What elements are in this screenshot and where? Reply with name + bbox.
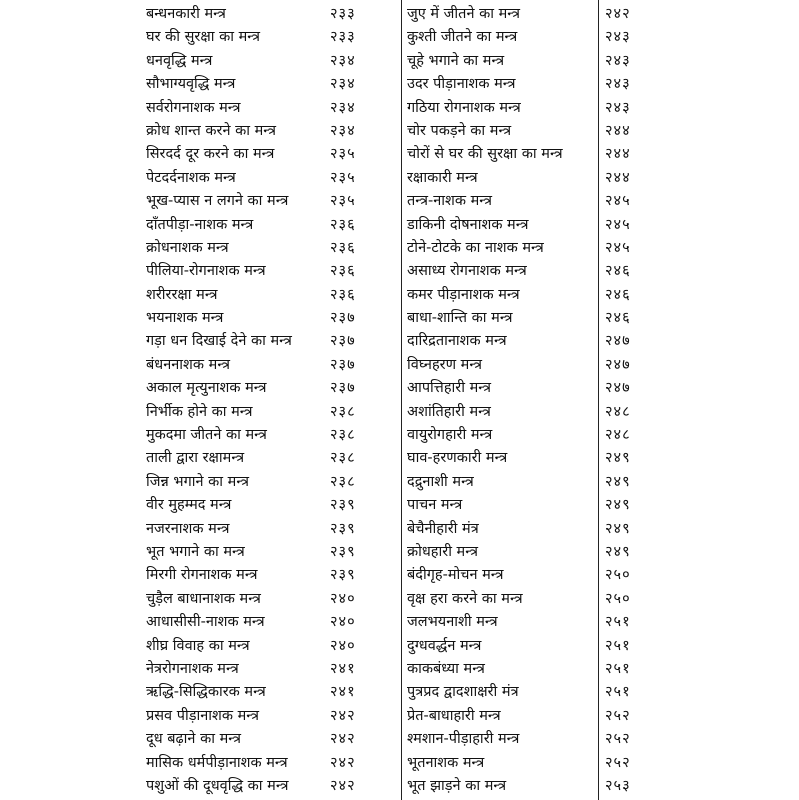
entry-page-number: २४१ (330, 684, 356, 701)
entry-title: भूतनाशक मन्त्र (407, 754, 485, 771)
entry-title: जलभयनाशी मन्त्र (407, 614, 498, 631)
entry-title: क्रोधनाशक मन्त्र (146, 239, 229, 256)
column-divider (401, 0, 402, 800)
entry-page-number: २४९ (605, 473, 631, 490)
entry-page-number: २४० (330, 614, 356, 631)
entry-title: घाव-हरणकारी मन्त्र (407, 450, 508, 467)
entry-title: पीलिया-रोगनाशक मन्त्र (146, 263, 266, 280)
entry-title: भूत भगाने का मन्त्र (146, 543, 245, 560)
entry-title: धनवृद्धि मन्त्र (146, 52, 213, 69)
entry-page-number: २४३ (605, 76, 631, 93)
entry-page-number: २४९ (605, 543, 631, 560)
entry-title: बन्धनकारी मन्त्र (146, 6, 226, 22)
entry-title: तन्त्र-नाशक मन्त्र (407, 193, 493, 210)
entry-page-number: २३५ (330, 193, 356, 210)
entry-page-number: २३५ (330, 146, 356, 163)
entry-page-number: २३६ (330, 286, 356, 303)
entry-title: नजरनाशक मन्त्र (146, 520, 230, 537)
entry-page-number: २३९ (330, 567, 356, 584)
entry-title: श्मशान-पीड़ाहारी मन्त्र (407, 731, 520, 748)
entry-title: दूध बढ़ाने का मन्त्र (146, 731, 241, 748)
entry-title: पुत्रप्रद द्वादशाक्षरी मंत्र (407, 684, 519, 701)
entry-title: टोने-टोटके का नाशक मन्त्र (407, 239, 544, 256)
entry-page-number: २४२ (605, 6, 631, 22)
entry-title: रक्षाकारी मन्त्र (407, 169, 478, 186)
entry-title: जुए में जीतने का मन्त्र (407, 6, 520, 22)
entry-page-number: २४६ (605, 263, 631, 280)
entry-title: अशांतिहारी मन्त्र (407, 403, 491, 420)
entry-title: मुकदमा जीतने का मन्त्र (146, 427, 267, 444)
entry-page-number: २३८ (330, 473, 356, 490)
entry-page-number: २४५ (605, 239, 631, 256)
entry-page-number: २४८ (605, 403, 631, 420)
entry-title: कुश्ती जीतने का मन्त्र (407, 29, 518, 46)
entry-title: विघ्नहरण मन्त्र (407, 356, 483, 373)
entry-title: चोर पकड़ने का मन्त्र (407, 122, 512, 139)
entry-page-number: २४७ (605, 356, 631, 373)
entry-title: निर्भीक होने का मन्त्र (146, 403, 253, 420)
entry-page-number: २४८ (605, 427, 631, 444)
entry-page-number: २३७ (330, 333, 356, 350)
entry-title: क्रोधहारी मन्त्र (407, 543, 478, 560)
entry-title: गड़ा धन दिखाई देने का मन्त्र (146, 333, 292, 350)
entry-page-number: २४२ (330, 754, 356, 771)
entry-title: जिन्न भगाने का मन्त्र (146, 473, 250, 490)
entry-page-number: २३९ (330, 543, 356, 560)
entry-page-number: २३८ (330, 427, 356, 444)
entry-title: भयनाशक मन्त्र (146, 310, 224, 327)
entry-title: आधासीसी-नाशक मन्त्र (146, 614, 265, 631)
entry-title: असाध्य रोगनाशक मन्त्र (407, 263, 527, 280)
entry-page-number: २५० (605, 567, 631, 584)
entry-title: अकाल मृत्युनाशक मन्त्र (146, 380, 267, 397)
entry-page-number: २४२ (330, 731, 356, 748)
entry-page-number: २३७ (330, 310, 356, 327)
entry-page-number: २४३ (605, 52, 631, 69)
entry-page-number: २४६ (605, 286, 631, 303)
entry-page-number: २५३ (605, 777, 631, 794)
entry-title: ताली द्वारा रक्षामन्त्र (146, 450, 245, 467)
entry-title: आपत्तिहारी मन्त्र (407, 380, 491, 397)
entry-title: दुग्धवर्द्धन मन्त्र (407, 637, 482, 654)
entry-page-number: २३३ (330, 6, 356, 22)
entry-page-number: २४० (330, 637, 356, 654)
entry-title: बाधा-शान्ति का मन्त्र (407, 310, 513, 327)
entry-page-number: २४३ (605, 99, 631, 116)
entry-page-number: २५१ (605, 637, 631, 654)
entry-page-number: २३४ (330, 52, 356, 69)
entry-title: नेत्ररोगनाशक मन्त्र (146, 660, 239, 677)
entry-title: भूत झाड़ने का मन्त्र (407, 777, 507, 794)
entry-title: घर की सुरक्षा का मन्त्र (146, 29, 260, 46)
entry-title: वायुरोगहारी मन्त्र (407, 427, 493, 444)
entry-title: सर्वरोगनाशक मन्त्र (146, 99, 241, 116)
entry-title: दारिद्रतानाशक मन्त्र (407, 333, 507, 350)
entry-page-number: २४५ (605, 216, 631, 233)
entry-page-number: २३४ (330, 122, 356, 139)
entry-title: चोरों से घर की सुरक्षा का मन्त्र (407, 146, 563, 163)
entry-page-number: २५२ (605, 707, 631, 724)
entry-page-number: २४३ (605, 29, 631, 46)
entry-page-number: २३६ (330, 216, 356, 233)
entry-title: बंधननाशक मन्त्र (146, 356, 231, 373)
entry-title: पेटदर्दनाशक मन्त्र (146, 169, 236, 186)
entry-title: सिरदर्द दूर करने का मन्त्र (146, 146, 275, 163)
entry-page-number: २४५ (605, 193, 631, 210)
entry-title: पशुओं की दूधवृद्धि का मन्त्र (146, 777, 289, 794)
entry-page-number: २३८ (330, 403, 356, 420)
entry-page-number: २३६ (330, 239, 356, 256)
entry-title: बंदीगृह-मोचन मन्त्र (407, 567, 504, 584)
entry-page-number: २५१ (605, 614, 631, 631)
entry-page-number: २४९ (605, 497, 631, 514)
entry-page-number: २५२ (605, 731, 631, 748)
entry-page-number: २४१ (330, 660, 356, 677)
entry-page-number: २३४ (330, 76, 356, 93)
entry-page-number: २४९ (605, 450, 631, 467)
entry-page-number: २५० (605, 590, 631, 607)
entry-title: डाकिनी दोषनाशक मन्त्र (407, 216, 529, 233)
entry-title: चुड़ैल बाधानाशक मन्त्र (146, 590, 261, 607)
entry-title: काकबंध्या मन्त्र (407, 660, 485, 677)
entry-page-number: २५२ (605, 754, 631, 771)
entry-title: क्रोध शान्त करने का मन्त्र (146, 122, 276, 139)
entry-page-number: २४६ (605, 310, 631, 327)
entry-title: मिरगी रोगनाशक मन्त्र (146, 567, 258, 584)
entry-page-number: २४० (330, 590, 356, 607)
entry-title: मासिक धर्मपीड़ानाशक मन्त्र (146, 754, 288, 771)
entry-page-number: २५१ (605, 684, 631, 701)
entry-title: शरीररक्षा मन्त्र (146, 286, 218, 303)
entry-page-number: २३७ (330, 356, 356, 373)
entry-title: बेचैनीहारी मंत्र (407, 520, 479, 537)
entry-page-number: २३५ (330, 169, 356, 186)
entry-title: चूहे भगाने का मन्त्र (407, 52, 505, 69)
entry-title: गठिया रोगनाशक मन्त्र (407, 99, 521, 116)
entry-title: सौभाग्यवृद्धि मन्त्र (146, 76, 236, 93)
entry-title: भूख-प्यास न लगने का मन्त्र (146, 193, 289, 210)
entry-page-number: २३९ (330, 497, 356, 514)
entry-page-number: २३३ (330, 29, 356, 46)
entry-page-number: २४२ (330, 707, 356, 724)
entry-page-number: २३८ (330, 450, 356, 467)
entry-title: शीघ्र विवाह का मन्त्र (146, 637, 250, 654)
entry-title: प्रेत-बाधाहारी मन्त्र (407, 707, 501, 724)
entry-page-number: २३९ (330, 520, 356, 537)
entry-title: कमर पीड़ानाशक मन्त्र (407, 286, 520, 303)
entry-title: पाचन मन्त्र (407, 497, 463, 514)
page-number-divider (598, 0, 599, 800)
entry-page-number: २४९ (605, 520, 631, 537)
entry-title: दद्रुनाशी मन्त्र (407, 473, 474, 490)
entry-title: प्रसव पीड़ानाशक मन्त्र (146, 707, 260, 724)
entry-page-number: २३६ (330, 263, 356, 280)
entry-page-number: २४४ (605, 169, 631, 186)
entry-page-number: २४४ (605, 146, 631, 163)
entry-page-number: २५१ (605, 660, 631, 677)
entry-title: वीर मुहम्मद मन्त्र (146, 497, 232, 514)
entry-title: उदर पीड़ानाशक मन्त्र (407, 76, 516, 93)
entry-title: दाँतपीड़ा-नाशक मन्त्र (146, 216, 254, 233)
entry-page-number: २३७ (330, 380, 356, 397)
entry-page-number: २४७ (605, 380, 631, 397)
entry-title: वृक्ष हरा करने का मन्त्र (407, 590, 523, 607)
entry-page-number: २४४ (605, 122, 631, 139)
entry-page-number: २४२ (330, 777, 356, 794)
entry-page-number: २४७ (605, 333, 631, 350)
entry-page-number: २३४ (330, 99, 356, 116)
entry-title: ऋद्धि-सिद्धिकारक मन्त्र (146, 684, 266, 701)
